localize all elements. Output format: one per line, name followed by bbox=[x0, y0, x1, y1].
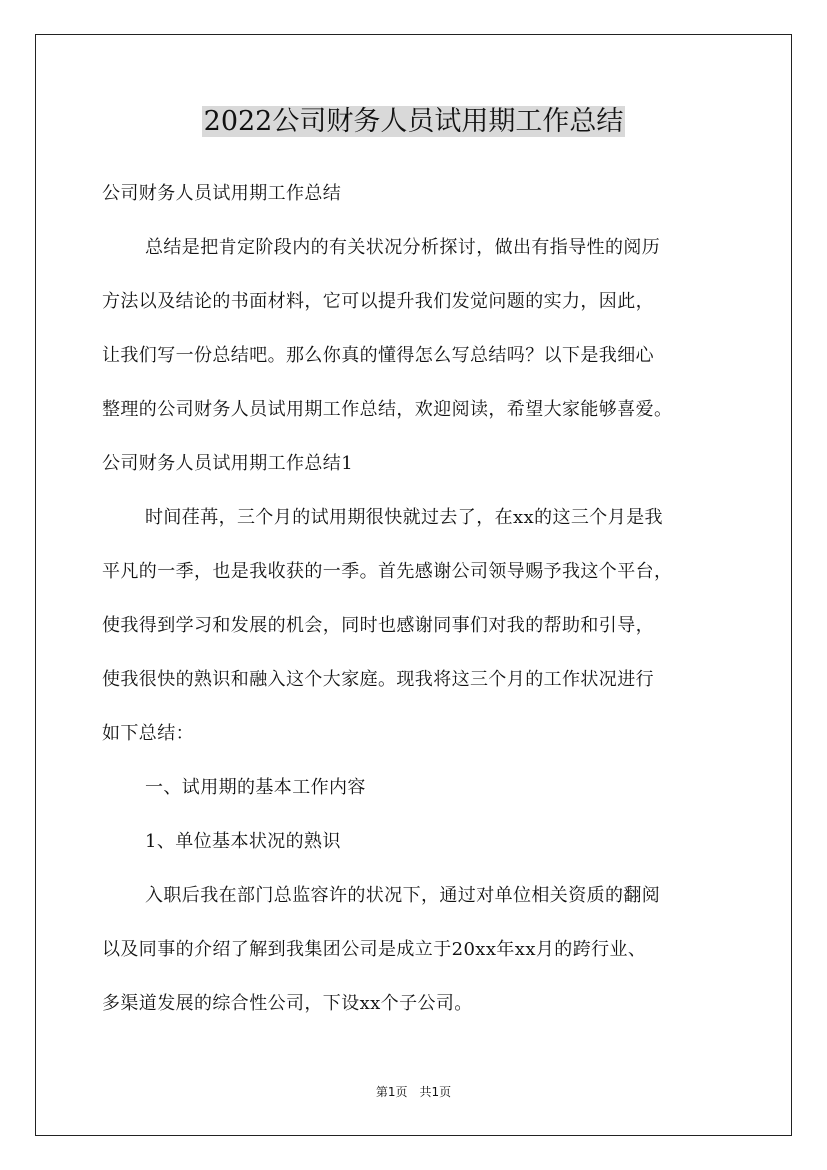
section-heading: 一、试用期的基本工作内容 bbox=[145, 777, 366, 798]
paragraph-line: 整理的公司财务人员试用期工作总结，欢迎阅读，希望大家能够喜爱。 bbox=[102, 399, 673, 420]
paragraph-line: 如下总结： bbox=[102, 723, 194, 744]
paragraph-line: 入职后我在部门总监容许的状况下，通过对单位相关资质的翻阅 bbox=[145, 885, 661, 906]
paragraph-line: 使我很快的熟识和融入这个大家庭。现我将这三个月的工作状况进行 bbox=[102, 669, 654, 690]
paragraph-line: 总结是把肯定阶段内的有关状况分析探讨，做出有指导性的阅历 bbox=[145, 237, 661, 258]
paragraph-line: 使我得到学习和发展的机会，同时也感谢同事们对我的帮助和引导， bbox=[102, 615, 654, 636]
section-heading: 公司财务人员试用期工作总结1 bbox=[102, 453, 354, 474]
page-footer: 第1页 共1页 bbox=[375, 1085, 452, 1099]
subtitle-line: 公司财务人员试用期工作总结 bbox=[102, 183, 342, 204]
document-title bbox=[0, 102, 827, 142]
document-title-text: 2022公司财务人员试用期工作总结 bbox=[203, 106, 624, 137]
paragraph-line: 多渠道发展的综合性公司，下设xx个子公司。 bbox=[102, 993, 473, 1014]
paragraph-line: 让我们写一份总结吧。那么你真的懂得怎么写总结吗？以下是我细心 bbox=[102, 345, 654, 366]
paragraph-line: 以及同事的介绍了解到我集团公司是成立于20xx年xx月的跨行业、 bbox=[102, 939, 647, 960]
paragraph-line: 方法以及结论的书面材料，它可以提升我们发觉问题的实力，因此， bbox=[102, 291, 654, 312]
paragraph-line: 平凡的一季，也是我收获的一季。首先感谢公司领导赐予我这个平台， bbox=[102, 561, 673, 582]
paragraph-line: 时间荏苒，三个月的试用期很快就过去了，在xx的这三个月是我 bbox=[145, 507, 663, 528]
subsection-heading: 1、单位基本状况的熟识 bbox=[145, 831, 341, 852]
